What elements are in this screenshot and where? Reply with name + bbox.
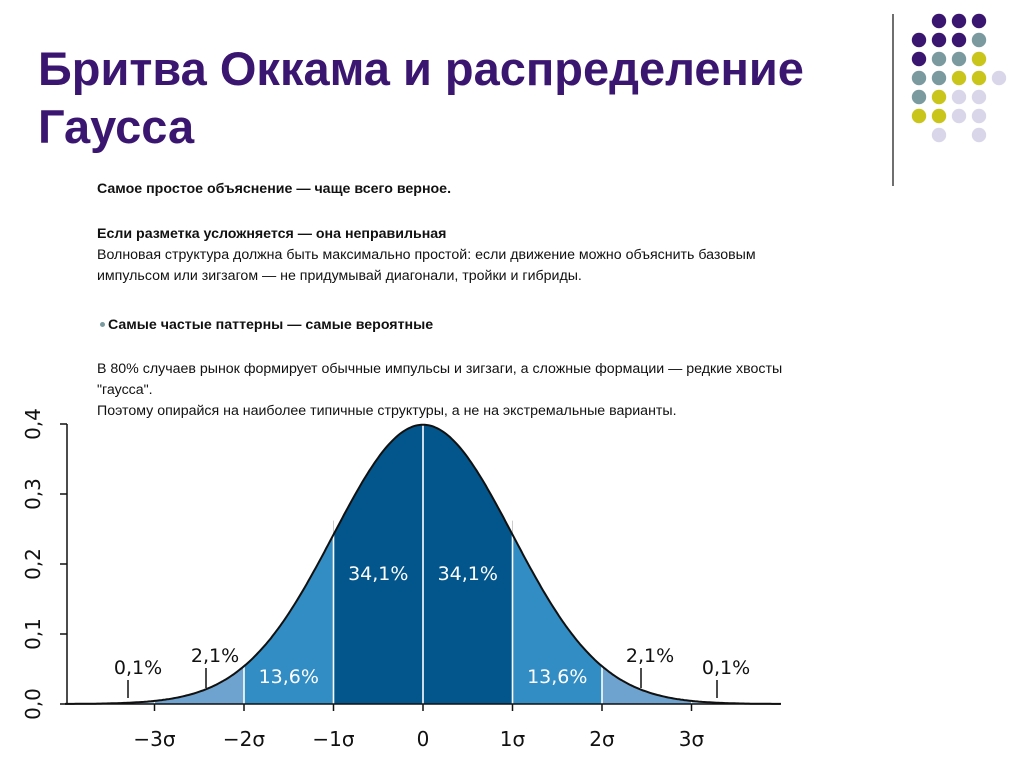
label-outer-left: 2,1% [190,645,240,667]
x-tick-label: 3σ [678,727,705,751]
label-mid-left: 13,6% [258,666,319,688]
title-line-2: Гаусса [38,100,195,153]
wave-structure-text-line-2: импульсом или зигзагом — не придумывай диагонали, тройки и гибриды. [97,268,582,284]
x-tick-label: 2σ [589,727,615,751]
label-tail-right: 0,1% [701,657,751,679]
x-tick-label: 1σ [499,727,526,751]
x-tick-label: 0 [416,727,430,751]
label-mid-right: 13,6% [527,666,588,688]
label-tail-left: 0,1% [113,657,163,679]
label-outer-right: 2,1% [625,645,675,667]
y-tick-label: 0,2 [21,548,45,580]
label-center-right: 34,1% [437,563,498,585]
x-tick-label: −3σ [133,727,176,751]
x-tick-label: −2σ [222,727,266,751]
y-tick-label: 0,0 [21,688,45,720]
heading-complex-markup: Если разметка усложняется — она неправильная [97,226,447,242]
market-text-line-3: Поэтому опирайся на наиболее типичные структуры, а не на экстремальные варианты. [97,403,677,419]
x-tick-label: −1σ [312,727,355,751]
paragraph-simple-explanation: Самое простое объяснение — чаще всего верное. [97,181,452,197]
market-text-line-1: В 80% случаев рынок формирует обычные импульсы и зигзаги, а сложные формации — редкие хвосты [97,361,783,377]
y-tick-label: 0,4 [21,408,45,440]
heading-frequent-patterns: Самые частые паттерны — самые вероятные [108,317,434,333]
market-text-line-2: "гаусса". [97,382,153,398]
title-line-1: Бритва Оккама и распределение [38,42,804,95]
label-center-left: 34,1% [348,563,409,585]
y-tick-label: 0,1 [21,618,45,650]
wave-structure-text-line-1: Волновая структура должна быть максимально простой: если движение можно объяснить базовым [97,247,756,263]
y-tick-label: 0,3 [21,478,45,510]
